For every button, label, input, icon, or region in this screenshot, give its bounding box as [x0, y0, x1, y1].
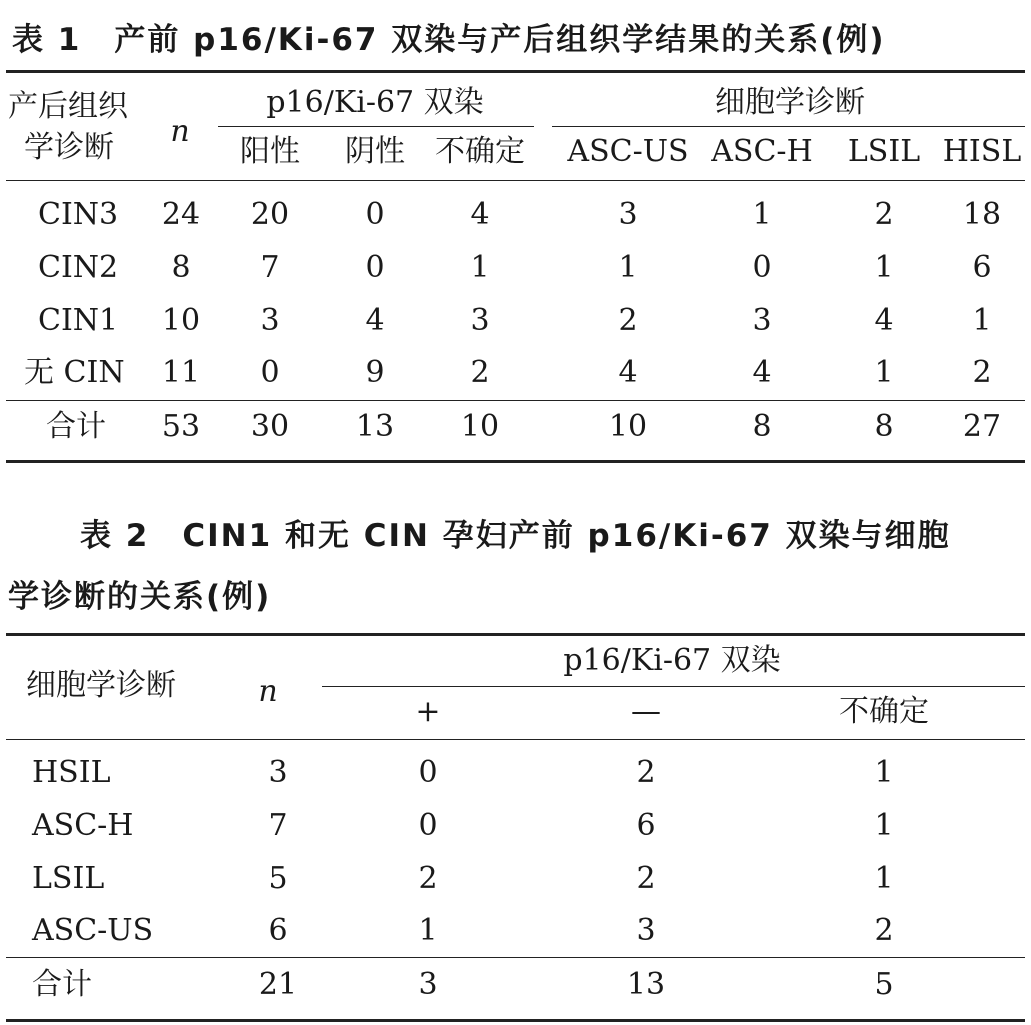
row-n: 5	[268, 861, 288, 896]
row-value: 3	[470, 303, 490, 338]
table1-subheader-4: ASC-H	[711, 134, 813, 169]
table1-subheader-6: HISL	[942, 134, 1022, 169]
table2-header-col0: 细胞学诊断	[26, 668, 176, 703]
table1-subheader-2: 不确定	[435, 134, 525, 169]
table1-subheader-0: 阳性	[240, 134, 300, 169]
row-value: 3	[618, 197, 638, 232]
total-label: 合计	[46, 409, 106, 444]
row-value: 2	[636, 755, 656, 790]
row-n: 11	[161, 355, 201, 390]
row-value: 2	[972, 355, 992, 390]
total-value: 13	[355, 409, 395, 444]
table1-group-rule-cyto	[552, 126, 1025, 127]
table1-header-group-cyto: 细胞学诊断	[715, 85, 865, 120]
row-n: 8	[171, 250, 191, 285]
table1-header-col0-line2: 学诊断	[24, 130, 114, 165]
table1-header-col0-line1: 产后组织	[8, 89, 128, 124]
row-value: 4	[618, 355, 638, 390]
table2-bottom-rule	[6, 1019, 1025, 1022]
row-label: CIN2	[38, 250, 119, 285]
total-value: 3	[418, 967, 438, 1002]
row-value: 2	[874, 913, 894, 948]
row-value: 1	[752, 197, 772, 232]
row-value: 0	[365, 250, 385, 285]
row-label: HSIL	[32, 755, 111, 790]
table2-title-line1: 表 2 CIN1 和无 CIN 孕妇产前 p16/Ki-67 双染与细胞	[80, 518, 951, 554]
total-value: 27	[962, 409, 1002, 444]
row-value: 0	[260, 355, 280, 390]
row-value: 1	[874, 861, 894, 896]
row-value: 18	[962, 197, 1002, 232]
row-n: 24	[161, 197, 201, 232]
table1-subheader-3: ASC-US	[567, 134, 689, 169]
table1-group-rule-dual	[218, 126, 534, 127]
total-value: 10	[460, 409, 500, 444]
row-n: 6	[268, 913, 288, 948]
row-value: 1	[874, 808, 894, 843]
row-value: 20	[250, 197, 290, 232]
table1-header-rule	[6, 180, 1025, 181]
row-value: 2	[874, 197, 894, 232]
table1-title: 表 1 产前 p16/Ki-67 双染与产后组织学结果的关系(例)	[12, 22, 886, 58]
row-label: CIN3	[38, 197, 119, 232]
row-label: 无 CIN	[24, 355, 125, 390]
row-label: CIN1	[38, 303, 119, 338]
row-value: 1	[874, 755, 894, 790]
table1-header-group-dual: p16/Ki-67 双染	[266, 85, 484, 120]
row-value: 2	[618, 303, 638, 338]
row-value: 0	[365, 197, 385, 232]
row-value: 1	[418, 913, 438, 948]
row-n: 10	[161, 303, 201, 338]
table1-subheader-1: 阴性	[345, 134, 405, 169]
row-value: 3	[636, 913, 656, 948]
row-value: 1	[618, 250, 638, 285]
row-value: 2	[636, 861, 656, 896]
row-value: 1	[874, 355, 894, 390]
row-label: ASC-US	[32, 913, 154, 948]
total-n: 21	[258, 967, 298, 1002]
table2-subheader-1: —	[631, 694, 661, 729]
row-label: ASC-H	[32, 808, 134, 843]
row-value: 1	[470, 250, 490, 285]
table2-group-rule	[322, 686, 1025, 687]
row-value: 1	[874, 250, 894, 285]
table1-total-rule	[6, 400, 1025, 401]
row-n: 7	[268, 808, 288, 843]
table1-top-rule	[6, 70, 1025, 73]
table2-total-rule	[6, 957, 1025, 958]
row-value: 3	[260, 303, 280, 338]
row-value: 0	[752, 250, 772, 285]
row-value: 4	[752, 355, 772, 390]
total-value: 8	[874, 409, 894, 444]
table2-header-n: n	[258, 674, 278, 709]
row-value: 1	[972, 303, 992, 338]
total-value: 10	[608, 409, 648, 444]
row-value: 2	[470, 355, 490, 390]
row-value: 6	[636, 808, 656, 843]
total-value: 8	[752, 409, 772, 444]
table2-top-rule	[6, 633, 1025, 636]
row-value: 0	[418, 755, 438, 790]
row-value: 2	[418, 861, 438, 896]
row-value: 4	[470, 197, 490, 232]
table1-bottom-rule	[6, 460, 1025, 463]
table2-header-group-dual: p16/Ki-67 双染	[563, 643, 781, 678]
table1-subheader-5: LSIL	[847, 134, 921, 169]
row-value: 7	[260, 250, 280, 285]
row-label: LSIL	[32, 861, 105, 896]
table1-header-n: n	[170, 114, 190, 149]
total-n: 53	[161, 409, 201, 444]
row-value: 4	[874, 303, 894, 338]
row-value: 6	[972, 250, 992, 285]
total-label: 合计	[32, 967, 92, 1002]
total-value: 5	[874, 967, 894, 1002]
row-n: 3	[268, 755, 288, 790]
row-value: 3	[752, 303, 772, 338]
total-value: 13	[626, 967, 666, 1002]
row-value: 0	[418, 808, 438, 843]
table2-subheader-2: 不确定	[839, 694, 929, 729]
table2-subheader-0: +	[415, 694, 441, 729]
table2-title-line2: 学诊断的关系(例)	[8, 579, 272, 615]
table2-header-rule	[6, 739, 1025, 740]
row-value: 9	[365, 355, 385, 390]
total-value: 30	[250, 409, 290, 444]
row-value: 4	[365, 303, 385, 338]
